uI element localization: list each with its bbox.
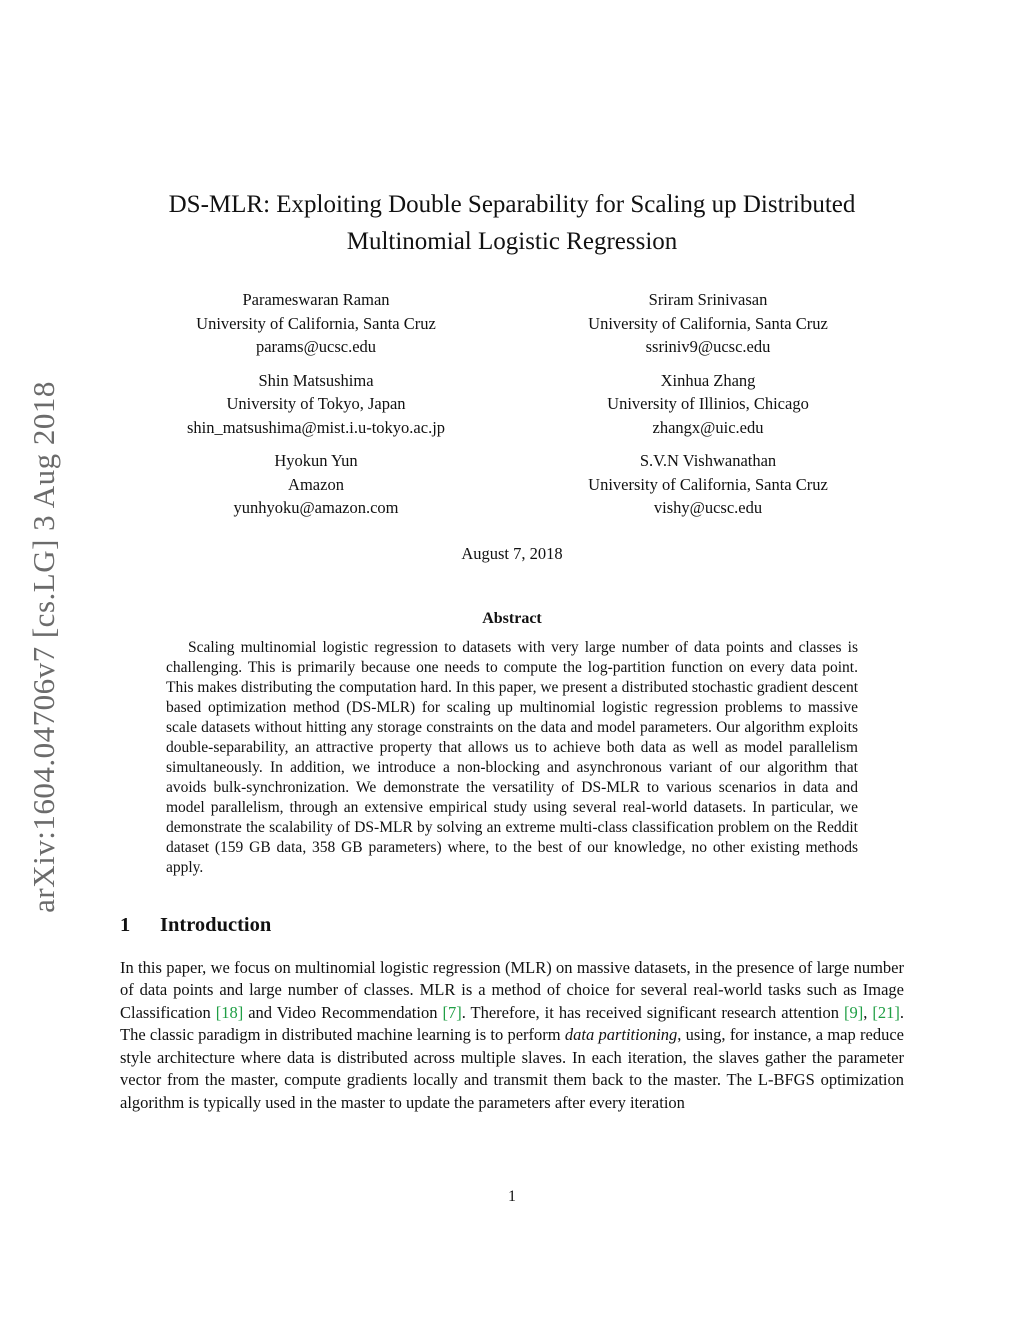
author-hyokun-yun (120, 449, 512, 520)
arxiv-watermark: arXiv:1604.04706v7 [cs.LG] 3 Aug 2018 (26, 381, 61, 913)
author-name: Xinhua Zhang (660, 370, 756, 390)
citation-link-9[interactable]: [9] (844, 1002, 864, 1022)
author-email: shin_matsushima@mist.i.u-tokyo.ac.jp (186, 417, 446, 437)
author-parameswaran-raman (120, 288, 512, 359)
section-title: Introduction (160, 913, 272, 936)
author-shin-matsushima (120, 369, 512, 440)
section-number: 1 (120, 913, 131, 936)
author-affiliation: University of California, Santa Cruz (196, 313, 436, 333)
citation-link-7[interactable]: [7] (442, 1002, 462, 1022)
author-sriram-srinivasan (512, 288, 904, 359)
paper-content (120, 186, 904, 1114)
author-name: Sriram Srinivasan (648, 290, 768, 309)
abstract-text: Scaling multinomial logistic regression to datasets with very large number of data points and classes is challenging. This is primarily because one needs to compute the log-partition function on every data point. This makes distributing the computation hard. In this paper, we present a distributed stochastic gradient descent based optimization method (DS-MLR) for scaling up multinomial logistic regression problems to massive scale datasets without hitting any storage constraints on the data and model parameters. Our algorithm exploits double-separability, an attractive property that allows us to achieve both data as well as model parallelism simultaneously. In addition, we introduce a non-blocking and asynchronous variant of our algorithm that avoids bulk-synchronization. We demonstrate the versatility of DS-MLR to various scenarios in data and model parallelism, through an extensive empirical study using several real-world datasets. In particular, we demonstrate the scalability of DS-MLR by solving an extreme multi-class classification problem on the Reddit dataset (159 GB data, 358 GB parameters) where, to the best of our knowledge, no other existing methods apply. (166, 638, 858, 876)
section-heading-introduction (120, 914, 904, 937)
author-xinhua-zhang (512, 369, 904, 440)
page-number: 1 (508, 1188, 516, 1205)
intro-text-6: , using, for instance, a map reduce style architecture where data is distributed across multiple slaves. In each iteration, the slaves gather the parameter vector from the master, compute gradients locally and transmit them back to the master. The L-BFGS optimization algorithm is typically used in the master to update the parameters after every iteration (120, 1025, 904, 1112)
author-name: S.V.N Vishwanathan (639, 451, 777, 470)
publication-date: August 7, 2018 (461, 543, 563, 563)
intro-paragraph (120, 957, 904, 1115)
author-email: vishy@ucsc.edu (653, 498, 763, 517)
author-email: zhangx@uic.edu (652, 417, 764, 437)
author-affiliation: University of Tokyo, Japan (226, 394, 406, 413)
author-name: Shin Matsushima (258, 370, 374, 390)
citation-link-18[interactable]: [18] (215, 1002, 244, 1022)
paper-title-line-1: DS-MLR: Exploiting Double Separability for Scaling up Distributed (168, 191, 856, 218)
author-affiliation: University of California, Santa Cruz (588, 474, 828, 494)
paper-title-line-2: Multinomial Logistic Regression (346, 228, 678, 255)
author-email: yunhyoku@amazon.com (233, 498, 399, 517)
citation-link-21[interactable]: [21] (872, 1002, 900, 1022)
author-block (120, 288, 904, 520)
intro-text-4: , (863, 1002, 873, 1022)
intro-text-1: In this paper, we focus on multinomial logistic regression (MLR) on massive datasets, in the presence of large number of data points and large number of classes. MLR is a method of choice for several real-world tasks such as Image Classification (120, 957, 904, 1022)
author-name: Parameswaran Raman (242, 290, 390, 309)
author-svn-vishwanathan (512, 449, 904, 520)
abstract-heading: Abstract (482, 609, 542, 627)
intro-text-2: and Video Recommendation (243, 1002, 443, 1022)
intro-text-5: . The classic paradigm in distributed machine learning is to perform (120, 1002, 905, 1044)
intro-emphasis-data-partitioning: data partitioning (564, 1025, 678, 1044)
author-affiliation: Amazon (288, 474, 344, 494)
author-email: params@ucsc.edu (255, 337, 377, 356)
author-affiliation: University of Illinios, Chicago (607, 394, 809, 413)
author-affiliation: University of California, Santa Cruz (588, 313, 828, 333)
author-email: ssriniv9@ucsc.edu (645, 337, 771, 356)
intro-text-3: . Therefore, it has received significant research attention (461, 1002, 845, 1022)
author-name: Hyokun Yun (274, 451, 358, 470)
paper-title (120, 186, 904, 260)
